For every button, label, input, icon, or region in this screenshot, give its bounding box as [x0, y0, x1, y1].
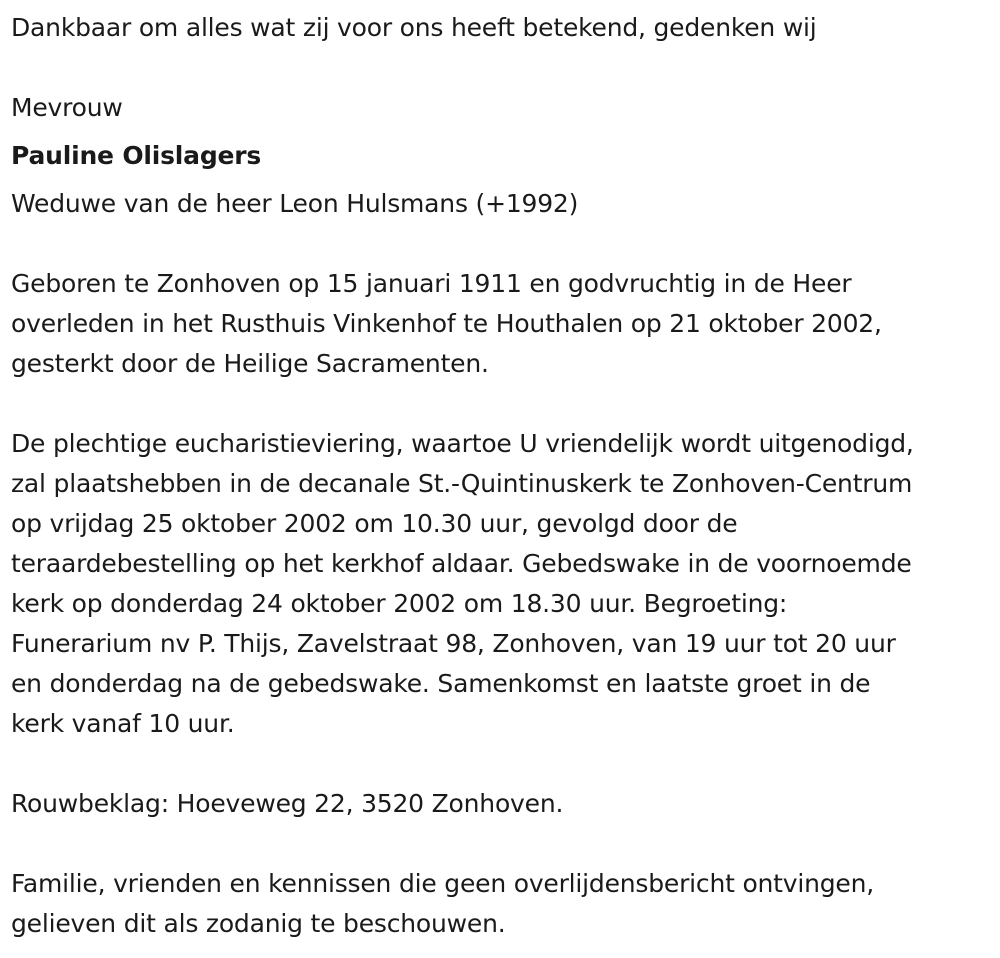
service-line: De plechtige eucharistieviering, waartoe U vriendelijk wordt uitgenodigd, — [11, 429, 914, 458]
spacer — [11, 128, 1000, 136]
birth-line: gesterkt door de Heilige Sacramenten. — [11, 349, 489, 378]
widow-line: Weduwe van de heer Leon Hulsmans (+1992) — [11, 189, 579, 218]
condolence-address: Rouwbeklag: Hoeveweg 22, 3520 Zonhoven. — [11, 789, 564, 818]
intro-line: Dankbaar om alles wat zij voor ons heeft betekend, gedenken wij — [11, 13, 817, 42]
service-line: teraardebestelling op het kerkhof aldaar. Gebedswake in de voornoemde — [11, 549, 912, 578]
closing-line: Familie, vrienden en kennissen die geen overlijdensbericht ontvingen, — [11, 869, 875, 898]
service-line: op vrijdag 25 oktober 2002 om 10.30 uur, gevolgd door de — [11, 509, 738, 538]
service-line: en donderdag na de gebedswake. Samenkomst en laatste groet in de — [11, 669, 871, 698]
spacer — [11, 824, 1000, 864]
birth-line: Geboren te Zonhoven op 15 januari 1911 en godvruchtig in de Heer — [11, 269, 852, 298]
service-line: zal plaatshebben in de decanale St.-Quintinuskerk te Zonhoven-Centrum — [11, 469, 913, 498]
spacer — [11, 224, 1000, 264]
spacer — [11, 176, 1000, 184]
spacer — [11, 384, 1000, 424]
spacer — [11, 48, 1000, 88]
spacer — [11, 744, 1000, 784]
birth-line: overleden in het Rusthuis Vinkenhof te Houthalen op 21 oktober 2002, — [11, 309, 882, 338]
service-line: Funerarium nv P. Thijs, Zavelstraat 98, Zonhoven, van 19 uur tot 20 uur — [11, 629, 896, 658]
service-line: kerk vanaf 10 uur. — [11, 709, 235, 738]
deceased-name: Pauline Olislagers — [11, 141, 262, 170]
closing-line: gelieven dit als zodanig te beschouwen. — [11, 909, 506, 938]
service-line: kerk op donderdag 24 oktober 2002 om 18.30 uur. Begroeting: — [11, 589, 788, 618]
salutation: Mevrouw — [11, 93, 123, 122]
